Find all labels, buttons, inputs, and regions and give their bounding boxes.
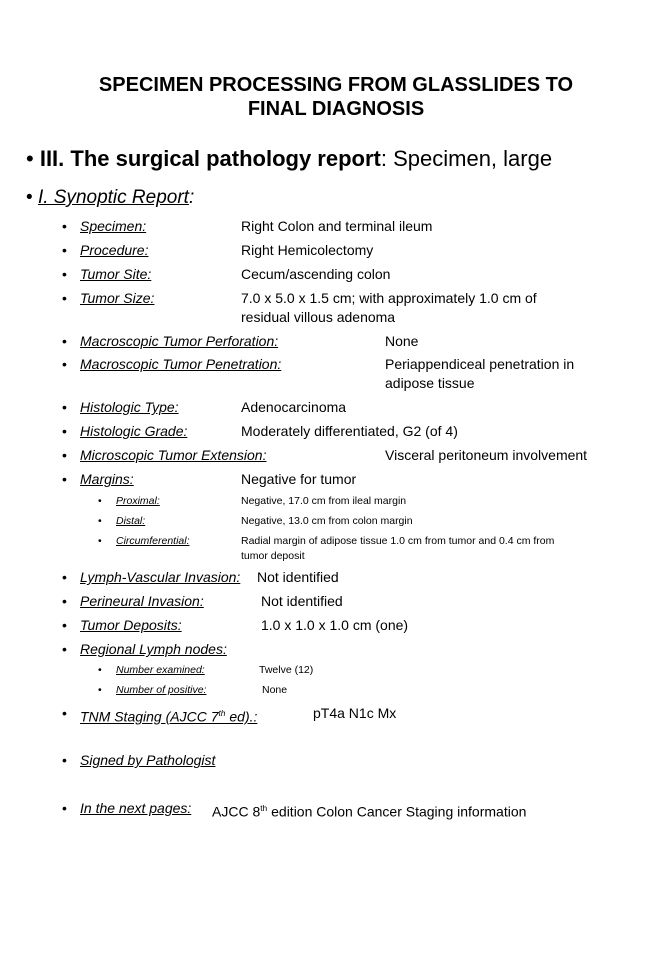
bullet: • xyxy=(62,705,67,721)
field-value: None xyxy=(385,333,419,349)
field-value: Not identified xyxy=(257,569,339,585)
value-text: AJCC 8 xyxy=(212,803,261,820)
field-label: Tumor Size: xyxy=(80,290,155,306)
field-value: None xyxy=(262,684,288,696)
field-label: Number of positive: xyxy=(116,684,207,696)
bullet: • xyxy=(62,399,67,415)
field-value: Twelve (12) xyxy=(259,664,314,676)
bullet: • xyxy=(62,641,67,657)
bullet: • xyxy=(98,535,102,547)
field-label: Macroscopic Tumor Perforation: xyxy=(80,333,279,349)
field-value: Cecum/ascending colon xyxy=(241,266,391,282)
label-text: TNM Staging (AJCC 7 xyxy=(80,708,219,725)
bullet: • xyxy=(98,664,102,676)
bullet: • xyxy=(62,447,67,463)
field-label: Microscopic Tumor Extension: xyxy=(80,447,267,463)
field-label: Tumor Site: xyxy=(80,266,152,282)
field-value: Negative, 13.0 cm from colon margin xyxy=(241,515,413,527)
bullet: • xyxy=(62,266,67,282)
field-label: Circumferential: xyxy=(116,535,190,547)
bullet: • xyxy=(98,684,102,696)
field-label: Distal: xyxy=(116,515,146,527)
field-label: Number examined: xyxy=(116,664,205,676)
field-label: Proximal: xyxy=(116,495,160,507)
field-label: Perineural Invasion: xyxy=(80,593,204,609)
bullet: • xyxy=(98,495,102,507)
field-value: Right Hemicolectomy xyxy=(241,242,374,258)
field-value: Right Colon and terminal ileum xyxy=(241,218,433,234)
field-label: Macroscopic Tumor Penetration: xyxy=(80,356,282,372)
bullet: • xyxy=(98,515,102,527)
field-value-continued: tumor deposit xyxy=(241,550,305,562)
section-heading: • III. The surgical pathology report: Specimen, large xyxy=(26,146,553,171)
bullet: • xyxy=(62,569,67,585)
field-value-continued: adipose tissue xyxy=(385,375,475,391)
field-value: Negative for tumor xyxy=(241,471,357,487)
field-value: Not identified xyxy=(261,593,343,609)
synoptic-heading: • I. Synoptic Report: xyxy=(26,187,195,208)
bullet: • xyxy=(62,242,67,258)
field-label: Tumor Deposits: xyxy=(80,617,182,633)
bullet: • xyxy=(62,218,67,234)
field-label: Signed by Pathologist xyxy=(80,752,216,768)
label-superscript: th xyxy=(218,708,226,718)
field-label: Lymph-Vascular Invasion: xyxy=(80,569,241,585)
field-value: pT4a N1c Mx xyxy=(313,705,397,721)
field-value: 7.0 x 5.0 x 1.5 cm; with approximately 1.0 cm of xyxy=(241,290,537,306)
bullet: • xyxy=(62,593,67,609)
bullet: • xyxy=(62,290,67,306)
field-label: Procedure: xyxy=(80,242,149,258)
field-label: Specimen: xyxy=(80,218,147,234)
field-value-continued: residual villous adenoma xyxy=(241,309,396,325)
field-label: In the next pages: xyxy=(80,800,192,816)
bullet: • xyxy=(62,752,67,768)
field-value: 1.0 x 1.0 x 1.0 cm (one) xyxy=(261,617,409,633)
bullet: • xyxy=(62,423,67,439)
field-label: Histologic Type: xyxy=(80,399,179,415)
field-value xyxy=(212,799,526,821)
slide-title: SPECIMEN PROCESSING FROM GLASSLIDES TO FINAL DIAGNOSIS xyxy=(98,74,574,120)
bullet: • xyxy=(62,333,67,349)
label-text: ed).: xyxy=(225,708,258,725)
bullet: • xyxy=(62,800,67,816)
field-label: Margins: xyxy=(80,471,134,487)
value-superscript: th xyxy=(260,803,268,813)
field-value: Adenocarcinoma xyxy=(241,399,347,415)
field-value: Radial margin of adipose tissue 1.0 cm from tumor and 0.4 cm from xyxy=(241,535,555,547)
field-label: Regional Lymph nodes: xyxy=(80,641,227,657)
field-label xyxy=(80,704,257,726)
field-value: Periappendiceal penetration in xyxy=(385,356,575,372)
field-value: Negative, 17.0 cm from ileal margin xyxy=(241,495,407,507)
field-value: Moderately differentiated, G2 (of 4) xyxy=(241,423,458,439)
field-label: Histologic Grade: xyxy=(80,423,188,439)
bullet: • xyxy=(62,356,67,372)
value-text: edition Colon Cancer Staging information xyxy=(267,803,527,820)
bullet: • xyxy=(62,471,67,487)
bullet: • xyxy=(62,617,67,633)
field-value: Visceral peritoneum involvement xyxy=(385,447,588,463)
